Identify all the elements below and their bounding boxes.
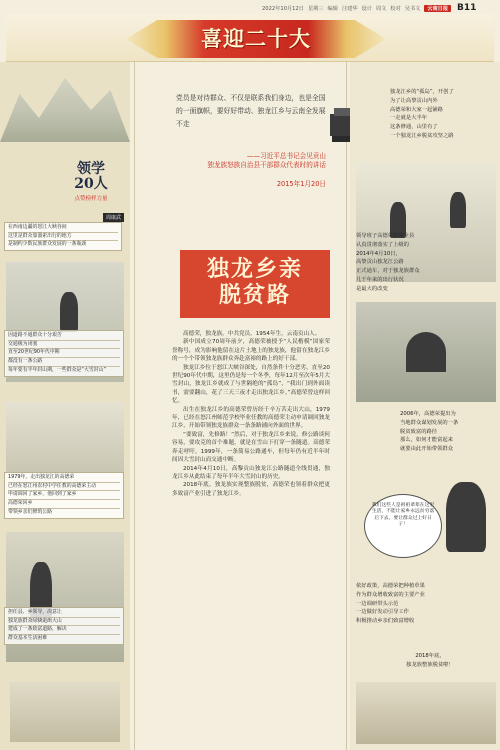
meta-designer-label: 设计 (361, 5, 372, 12)
lead-heading-box (56, 162, 126, 220)
shoveling-person-figure (450, 192, 466, 228)
lead-title-line1: 领学 (77, 161, 105, 177)
meta-proof-label: 校对 (390, 5, 401, 12)
caption-line: 独龙族群众尽快走出大山 (8, 618, 120, 627)
caption-line: 已经在怒江州农村中学任教的高德荣主动 (8, 483, 120, 492)
caption-line: 群众基本生活困难 (8, 635, 48, 642)
tunnel-entrance-icon (406, 332, 446, 372)
body-paragraph: 2018年底，独龙族实现整族脱贫，高德荣也领着群众把更多致富产业引进了独龙江乡。 (172, 482, 330, 497)
right-caption-2 (356, 232, 456, 294)
body-paragraph: 2014年4月10日，高黎贡山独龙江公路隧道全线贯通，独龙江乡从此结束了每年半年大雪封山的历史。 (172, 465, 330, 480)
left-caption-1 (4, 222, 122, 251)
caption-line: 独龙族整族脱贫啦！ (406, 661, 454, 668)
column-divider-right (346, 62, 347, 750)
caption-line: 脱贫致富的路径 (400, 428, 438, 435)
right-caption-3 (400, 410, 496, 454)
meta-page-number: B11 (457, 3, 477, 13)
lead-title-line2: 20人 (74, 176, 108, 192)
right-caption-4 (356, 582, 496, 626)
meta-editor-label: 编辑 (327, 5, 338, 12)
caption-line: 带领乡亲们修筑公路 (8, 508, 53, 515)
banner-title: 喜迎二十大 (201, 26, 311, 51)
meta-proof-name: 吴书文 (404, 5, 421, 12)
caption-line: 担任县、乡领导，决意让 (8, 609, 120, 618)
quote-source (170, 152, 326, 169)
body-paragraph: 新中国成立70周年前夕，高德荣被授予“人民楷模”国家荣誉称号，成为影响他留在这片土地上的独龙族，他留在独龙江乡的一个个带领独龙族群众奔赴富裕的路上的好干部。 (172, 339, 330, 363)
person-figure (60, 292, 78, 332)
left-illustration-column (0, 62, 130, 750)
quote-source-line2: 独龙族怒族自治县干部群众代表时的讲话 (207, 160, 326, 169)
caption-line: 申请调回了家乡，他回到了家乡 (8, 491, 120, 500)
body-paragraph: 高德荣，独龙族，中共党员，1954年生，云南贡山人。 (183, 331, 321, 337)
caption-line: 一边调研带头示范 (356, 600, 399, 607)
caption-line: 领导班子高德荣带领全县 (356, 233, 415, 239)
caption-line: 高德荣和大家一起铺路 (390, 106, 443, 113)
left-caption-2 (4, 330, 124, 377)
column-divider-left (134, 62, 135, 750)
caption-line: 因道路不通群众十分艰苦 (8, 332, 120, 341)
headline-line1: 独龙乡亲 (206, 256, 303, 282)
body-paragraph: 出生在独龙江乡的高德荣曾历经千辛万苦走出大山，1979年，已经在怒江州师范学校毕业任教的高德荣主动申请调回独龙江乡，开始带领独龙族群众一条条路铺向外面的世界。 (172, 406, 330, 430)
caption-line: 是制约少数民族群众发展的一条瓶颈 (8, 241, 87, 248)
left-caption-4 (4, 607, 124, 645)
mountain-illustration (0, 62, 130, 142)
article-headline (180, 250, 330, 318)
caption-line: 依好政策，高德荣把种植草果 (356, 583, 425, 589)
headline-text (180, 256, 330, 308)
caption-line: 1979年，走出独龙江的高德荣 (8, 474, 120, 483)
caption-line: 就要由此开始带领群众 (400, 446, 453, 453)
quote-source-line1: ——习近平总书记会见贡山 (246, 152, 326, 160)
left-caption-3 (4, 472, 124, 519)
caption-line: 那么，如何才能富起来 (400, 437, 453, 444)
caption-line: 在西南边疆的怒江大峡谷间 (8, 224, 118, 233)
caption-line: 高黎贡山独龙江公路 (356, 259, 404, 266)
meta-designer-name: 周文 (375, 5, 387, 12)
lead-author: 周康武 (103, 213, 124, 222)
snow-mountain-illustration (6, 402, 124, 472)
caption-line: 每年要有半年封山期，一些群众是“大雪封山” (8, 366, 106, 373)
caption-line: 建成了一条致富道路，解决 (8, 626, 120, 635)
speaker-figure (446, 482, 486, 552)
lead-subtitle: 点赞榜样力量 (74, 196, 108, 202)
quote-text: 党员是对待群众、不仅是联系我们身边，也是全国的一面旗帜，要好好带动、独龙江乡与云南全发展不走 (176, 94, 326, 128)
quote-date: 2015年1月20日 (276, 180, 326, 188)
headline-line2: 脱贫路 (218, 282, 291, 308)
page-meta (262, 3, 498, 13)
caption-line: 是最大的改变 (356, 285, 388, 292)
harvest-illustration (356, 682, 496, 744)
caption-line: 一边做好发动引导工作 (356, 609, 409, 616)
caption-line: 正式通车，对于独龙族群众 (356, 268, 420, 275)
caption-line: 作为群众增收致富的主要产业 (356, 591, 425, 598)
caption-line: 几千年来的出行状况 (356, 276, 404, 283)
caption-line: 积极推动乡亲们致富增收 (356, 618, 415, 625)
caption-line: 当地群众谋划发展的一条 (400, 419, 459, 426)
caption-line: 一个独龙江乡脱贫攻坚之路 (390, 132, 454, 139)
caption-line: 都没有一条公路 (8, 358, 120, 367)
caption-line: 独龙江乡的“孤岛”，开创了 (390, 89, 454, 95)
speech-bubble: 我们这些人是祖祖辈辈在这里生活，不能让家乡永远贫穷落后下去，要让群众过上好日子！ (364, 494, 442, 558)
meta-weekday: 星期三 (307, 5, 324, 12)
caption-line: 2014年4月10日， (356, 250, 401, 257)
meta-paper-tag: 云南日报 (424, 5, 451, 12)
right-caption-5 (370, 652, 490, 670)
right-caption-1 (390, 88, 496, 141)
caption-line: 这条修通，山里有了 (390, 124, 438, 131)
body-paragraph: “要致富，先修路！”然后，对于独龙江乡来说，修公路谈何容易，要攻克的首个难题，就是在雪山下打穿一条隧道。高德荣奔走呼吁，1999年，一条简易公路通车，但每年仍有近半年时间因大雪封山而交通中断。 (172, 431, 330, 464)
body-paragraph: 独龙江乡位于怒江大峡谷深处，自然条件十分恶劣，直至20世纪90年代中期，这里仍是每一个冬季，每年12月至次年5月大雪封山，独龙江乡就成了与世隔绝的“孤岛”，“我出门到外面读书，需要翻山，花了三天三夜才走出独龙江乡。”高德荣曾这样回忆。 (172, 364, 330, 405)
right-illustration-column (350, 62, 500, 750)
meta-editor-name: 汪建华 (341, 5, 358, 12)
caption-line: 直至20世纪90年代中期 (8, 349, 120, 358)
meta-date: 2022年10月12日 (262, 5, 304, 12)
caption-line: 为了让高黎贡山内外 (390, 97, 438, 104)
caption-line: 交通极为闭塞 (8, 341, 120, 350)
caption-line: 认真贯彻落实了上级的 (356, 241, 409, 248)
village-scene-illustration (10, 682, 120, 742)
article-body (172, 330, 330, 498)
caption-line: 2006年，高德荣提出为 (400, 411, 456, 417)
caption-line: 这里是群众靠溜索出行的地方 (8, 233, 118, 242)
caption-line: 2018年底， (415, 653, 445, 659)
caption-line: 高德荣回乡 (8, 500, 120, 509)
caption-line: 一走就是大半年 (390, 115, 428, 122)
section-banner (6, 14, 494, 62)
